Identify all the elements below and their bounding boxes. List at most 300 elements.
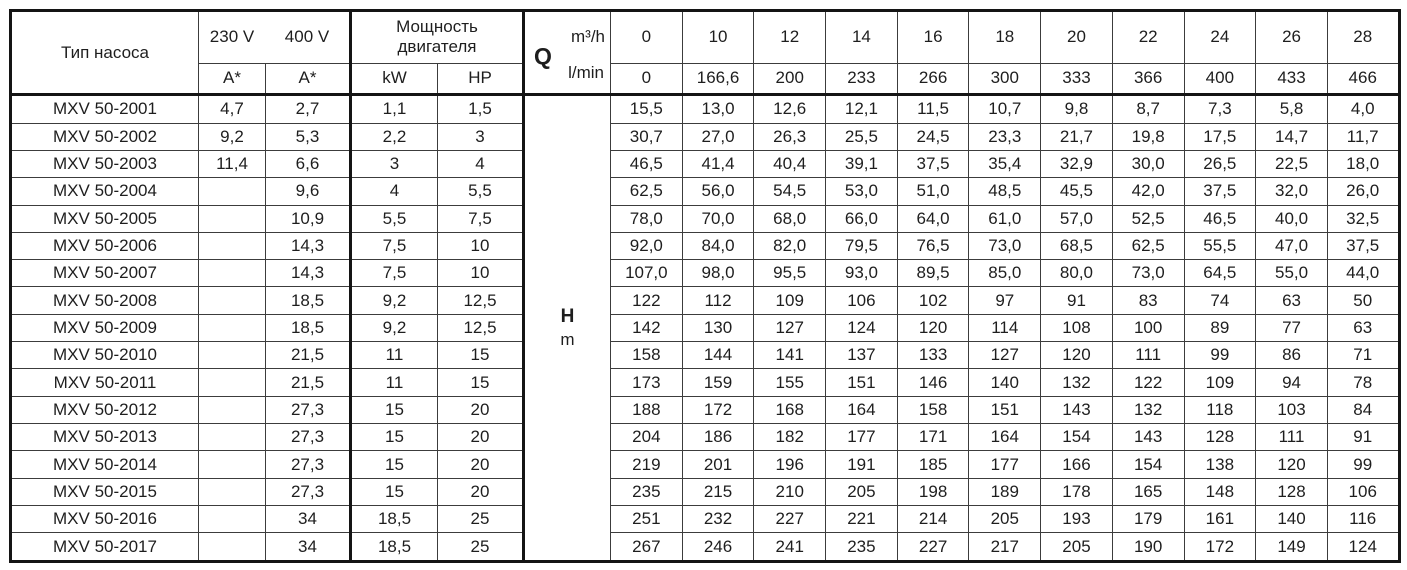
head-value-cell: 188	[611, 396, 683, 423]
head-value-cell: 9,8	[1041, 95, 1113, 124]
flow-lmin-header-cell: 433	[1256, 63, 1328, 95]
head-value-cell: 50	[1327, 287, 1399, 314]
head-value-cell: 89	[1184, 314, 1256, 341]
amp-230v-cell	[199, 478, 266, 505]
head-value-cell: 221	[826, 505, 898, 532]
head-value-cell: 32,5	[1327, 205, 1399, 232]
amp-400v-cell: 5,3	[266, 123, 351, 150]
head-value-cell: 112	[682, 287, 754, 314]
pump-row	[11, 505, 1400, 532]
head-value-cell: 37,5	[1327, 232, 1399, 259]
head-value-cell: 205	[826, 478, 898, 505]
pump-type-cell: MXV 50-2002	[11, 123, 199, 150]
pump-type-cell: MXV 50-2013	[11, 424, 199, 451]
power-kw-cell: 2,2	[351, 123, 438, 150]
power-kw-cell: 9,2	[351, 287, 438, 314]
head-value-cell: 227	[754, 505, 826, 532]
head-value-cell: 241	[754, 533, 826, 562]
pump-row	[11, 150, 1400, 177]
amp-400v-cell: 27,3	[266, 451, 351, 478]
pump-type-cell: MXV 50-2014	[11, 451, 199, 478]
head-value-cell: 102	[897, 287, 969, 314]
head-value-cell: 7,3	[1184, 95, 1256, 124]
flow-lmin-header-cell: 300	[969, 63, 1041, 95]
head-value-cell: 46,5	[1184, 205, 1256, 232]
q-unit-lmin: l/min	[568, 63, 604, 82]
head-value-cell: 44,0	[1327, 260, 1399, 287]
head-value-cell: 106	[1327, 478, 1399, 505]
head-value-cell: 179	[1112, 505, 1184, 532]
head-value-cell: 172	[1184, 533, 1256, 562]
amp-230v-cell	[199, 287, 266, 314]
pump-row	[11, 205, 1400, 232]
power-kw-cell: 15	[351, 478, 438, 505]
head-value-cell: 47,0	[1256, 232, 1328, 259]
head-value-cell: 215	[682, 478, 754, 505]
pump-row	[11, 260, 1400, 287]
head-value-cell: 103	[1256, 396, 1328, 423]
head-value-cell: 111	[1256, 424, 1328, 451]
head-value-cell: 41,4	[682, 150, 754, 177]
power-hp-cell: 20	[438, 424, 524, 451]
flow-m3h-header-cell: 12	[754, 11, 826, 64]
power-hp-cell: 10	[438, 232, 524, 259]
head-value-cell: 159	[682, 369, 754, 396]
head-value-cell: 57,0	[1041, 205, 1113, 232]
head-value-cell: 120	[897, 314, 969, 341]
pump-type-cell: MXV 50-2007	[11, 260, 199, 287]
pump-row	[11, 478, 1400, 505]
flow-m3h-header-cell: 16	[897, 11, 969, 64]
power-kw-cell: 9,2	[351, 314, 438, 341]
amp-230v-cell	[199, 232, 266, 259]
power-hp-cell: 20	[438, 396, 524, 423]
head-value-cell: 100	[1112, 314, 1184, 341]
head-value-cell: 128	[1256, 478, 1328, 505]
flow-m3h-header-cell: 18	[969, 11, 1041, 64]
amp-400v-cell: 14,3	[266, 232, 351, 259]
amp-230v-cell	[199, 260, 266, 287]
head-value-cell: 177	[826, 424, 898, 451]
pump-type-cell: MXV 50-2001	[11, 95, 199, 124]
head-value-cell: 37,5	[1184, 178, 1256, 205]
head-value-cell: 32,9	[1041, 150, 1113, 177]
head-value-cell: 26,3	[754, 123, 826, 150]
flow-m3h-header-cell: 24	[1184, 11, 1256, 64]
head-value-cell: 124	[826, 314, 898, 341]
head-value-cell: 30,7	[611, 123, 683, 150]
head-value-cell: 235	[611, 478, 683, 505]
head-value-cell: 79,5	[826, 232, 898, 259]
amp-230v-cell	[199, 178, 266, 205]
head-value-cell: 196	[754, 451, 826, 478]
power-kw-cell: 7,5	[351, 260, 438, 287]
head-value-cell: 193	[1041, 505, 1113, 532]
amp-230v-cell	[199, 396, 266, 423]
head-value-cell: 120	[1041, 342, 1113, 369]
head-value-cell: 10,7	[969, 95, 1041, 124]
head-value-cell: 227	[897, 533, 969, 562]
head-value-cell: 182	[754, 424, 826, 451]
head-value-cell: 98,0	[682, 260, 754, 287]
power-hp-cell: 12,5	[438, 314, 524, 341]
head-value-cell: 22,5	[1256, 150, 1328, 177]
head-value-cell: 140	[1256, 505, 1328, 532]
head-value-cell: 82,0	[754, 232, 826, 259]
head-unit-cell	[524, 95, 611, 562]
head-value-cell: 114	[969, 314, 1041, 341]
head-value-cell: 84,0	[682, 232, 754, 259]
head-value-cell: 111	[1112, 342, 1184, 369]
head-value-cell: 128	[1184, 424, 1256, 451]
pump-row	[11, 123, 1400, 150]
amp-230v-header: A*	[199, 63, 266, 95]
pump-table-body	[11, 95, 1400, 562]
head-value-cell: 78,0	[611, 205, 683, 232]
voltage-400-label: 400 V	[284, 27, 330, 47]
head-value-cell: 177	[969, 451, 1041, 478]
power-hp-cell: 25	[438, 505, 524, 532]
head-value-cell: 15,5	[611, 95, 683, 124]
head-value-cell: 189	[969, 478, 1041, 505]
amp-230v-cell	[199, 505, 266, 532]
pump-row	[11, 369, 1400, 396]
pump-row	[11, 533, 1400, 562]
head-value-cell: 40,0	[1256, 205, 1328, 232]
head-value-cell: 190	[1112, 533, 1184, 562]
head-value-cell: 137	[826, 342, 898, 369]
power-hp-cell: 7,5	[438, 205, 524, 232]
power-kw-cell: 15	[351, 451, 438, 478]
head-value-cell: 19,8	[1112, 123, 1184, 150]
head-value-cell: 48,5	[969, 178, 1041, 205]
amp-230v-cell	[199, 533, 266, 562]
head-value-cell: 24,5	[897, 123, 969, 150]
amp-400v-cell: 18,5	[266, 287, 351, 314]
amp-400v-cell: 9,6	[266, 178, 351, 205]
head-value-cell: 55,5	[1184, 232, 1256, 259]
head-value-cell: 99	[1184, 342, 1256, 369]
power-hp-cell: 12,5	[438, 287, 524, 314]
head-value-cell: 235	[826, 533, 898, 562]
voltage-230-label: 230 V	[209, 27, 255, 47]
power-hp-cell: 10	[438, 260, 524, 287]
head-value-cell: 161	[1184, 505, 1256, 532]
head-value-cell: 64,0	[897, 205, 969, 232]
head-value-cell: 11,5	[897, 95, 969, 124]
header-row-1	[11, 11, 1400, 64]
head-value-cell: 62,5	[1112, 232, 1184, 259]
pump-row	[11, 232, 1400, 259]
head-value-cell: 12,6	[754, 95, 826, 124]
pump-type-cell: MXV 50-2015	[11, 478, 199, 505]
head-value-cell: 185	[897, 451, 969, 478]
flow-m3h-header-cell: 20	[1041, 11, 1113, 64]
pump-row	[11, 396, 1400, 423]
head-value-cell: 18,0	[1327, 150, 1399, 177]
head-value-cell: 25,5	[826, 123, 898, 150]
pump-spec-table	[9, 9, 1401, 563]
head-value-cell: 95,5	[754, 260, 826, 287]
motor-power-line2: двигателя	[397, 37, 477, 57]
flow-lmin-header-cell: 333	[1041, 63, 1113, 95]
amp-400v-header: A*	[266, 63, 351, 95]
power-hp-cell: 1,5	[438, 95, 524, 124]
head-value-cell: 86	[1256, 342, 1328, 369]
head-value-cell: 198	[897, 478, 969, 505]
flow-lmin-header-cell: 200	[754, 63, 826, 95]
head-value-cell: 93,0	[826, 260, 898, 287]
head-value-cell: 32,0	[1256, 178, 1328, 205]
head-value-cell: 30,0	[1112, 150, 1184, 177]
flow-m3h-header-cell: 28	[1327, 11, 1399, 64]
power-kw-cell: 15	[351, 396, 438, 423]
amp-400v-cell: 21,5	[266, 369, 351, 396]
head-value-cell: 154	[1041, 424, 1113, 451]
power-kw-cell: 11	[351, 342, 438, 369]
head-value-cell: 267	[611, 533, 683, 562]
pump-type-cell: MXV 50-2010	[11, 342, 199, 369]
head-value-cell: 56,0	[682, 178, 754, 205]
head-value-cell: 99	[1327, 451, 1399, 478]
pump-row	[11, 342, 1400, 369]
head-value-cell: 61,0	[969, 205, 1041, 232]
head-value-cell: 122	[1112, 369, 1184, 396]
flow-m3h-header-cell: 22	[1112, 11, 1184, 64]
head-value-cell: 158	[897, 396, 969, 423]
head-value-cell: 92,0	[611, 232, 683, 259]
pump-type-header: Тип насоса	[11, 11, 199, 95]
pump-type-cell: MXV 50-2004	[11, 178, 199, 205]
head-value-cell: 148	[1184, 478, 1256, 505]
head-value-cell: 21,7	[1041, 123, 1113, 150]
motor-power-header	[351, 11, 524, 64]
head-value-cell: 76,5	[897, 232, 969, 259]
power-kw-cell: 15	[351, 424, 438, 451]
amp-400v-cell: 14,3	[266, 260, 351, 287]
amp-400v-cell: 27,3	[266, 396, 351, 423]
head-value-cell: 173	[611, 369, 683, 396]
table-header	[11, 11, 1400, 95]
head-value-cell: 84	[1327, 396, 1399, 423]
head-value-cell: 23,3	[969, 123, 1041, 150]
amp-230v-cell	[199, 205, 266, 232]
head-value-cell: 132	[1112, 396, 1184, 423]
head-value-cell: 232	[682, 505, 754, 532]
power-hp-cell: 5,5	[438, 178, 524, 205]
amp-400v-cell: 10,9	[266, 205, 351, 232]
power-hp-cell: 3	[438, 123, 524, 150]
head-value-cell: 154	[1112, 451, 1184, 478]
head-value-cell: 63	[1256, 287, 1328, 314]
pump-row	[11, 314, 1400, 341]
head-value-cell: 66,0	[826, 205, 898, 232]
flow-q-header	[524, 11, 611, 95]
head-value-cell: 132	[1041, 369, 1113, 396]
head-value-cell: 46,5	[611, 150, 683, 177]
power-hp-cell: 25	[438, 533, 524, 562]
head-value-cell: 11,7	[1327, 123, 1399, 150]
head-value-cell: 12,1	[826, 95, 898, 124]
head-value-cell: 151	[826, 369, 898, 396]
amp-400v-cell: 2,7	[266, 95, 351, 124]
head-value-cell: 52,5	[1112, 205, 1184, 232]
pump-row	[11, 178, 1400, 205]
pump-type-cell: MXV 50-2017	[11, 533, 199, 562]
amp-400v-cell: 18,5	[266, 314, 351, 341]
pump-row	[11, 287, 1400, 314]
amp-230v-cell	[199, 424, 266, 451]
head-value-cell: 214	[897, 505, 969, 532]
amp-400v-cell: 6,6	[266, 150, 351, 177]
head-value-cell: 133	[897, 342, 969, 369]
head-value-cell: 143	[1041, 396, 1113, 423]
head-value-cell: 37,5	[897, 150, 969, 177]
head-value-cell: 5,8	[1256, 95, 1328, 124]
head-value-cell: 106	[826, 287, 898, 314]
head-value-cell: 55,0	[1256, 260, 1328, 287]
head-value-cell: 39,1	[826, 150, 898, 177]
head-value-cell: 140	[969, 369, 1041, 396]
head-value-cell: 116	[1327, 505, 1399, 532]
head-value-cell: 64,5	[1184, 260, 1256, 287]
head-value-cell: 4,0	[1327, 95, 1399, 124]
head-value-cell: 45,5	[1041, 178, 1113, 205]
head-value-cell: 151	[969, 396, 1041, 423]
head-value-cell: 171	[897, 424, 969, 451]
power-hp-cell: 20	[438, 478, 524, 505]
head-value-cell: 85,0	[969, 260, 1041, 287]
head-value-cell: 186	[682, 424, 754, 451]
head-value-cell: 124	[1327, 533, 1399, 562]
head-value-cell: 166	[1041, 451, 1113, 478]
flow-lmin-header-cell: 0	[611, 63, 683, 95]
flow-lmin-header-cell: 466	[1327, 63, 1399, 95]
head-value-cell: 71	[1327, 342, 1399, 369]
pump-row	[11, 451, 1400, 478]
head-value-cell: 108	[1041, 314, 1113, 341]
head-value-cell: 210	[754, 478, 826, 505]
head-value-cell: 142	[611, 314, 683, 341]
pump-row	[11, 95, 1400, 124]
head-value-cell: 27,0	[682, 123, 754, 150]
amp-230v-cell: 4,7	[199, 95, 266, 124]
head-value-cell: 14,7	[1256, 123, 1328, 150]
head-value-cell: 165	[1112, 478, 1184, 505]
pump-type-cell: MXV 50-2005	[11, 205, 199, 232]
q-unit-m3h: m³/h	[571, 27, 605, 46]
head-value-cell: 178	[1041, 478, 1113, 505]
head-value-cell: 122	[611, 287, 683, 314]
head-value-cell: 144	[682, 342, 754, 369]
amp-400v-cell: 21,5	[266, 342, 351, 369]
head-value-cell: 26,0	[1327, 178, 1399, 205]
hp-header: HP	[438, 63, 524, 95]
head-value-cell: 201	[682, 451, 754, 478]
head-value-cell: 68,5	[1041, 232, 1113, 259]
head-value-cell: 109	[754, 287, 826, 314]
head-value-cell: 164	[826, 396, 898, 423]
amp-230v-cell: 9,2	[199, 123, 266, 150]
head-value-cell: 91	[1327, 424, 1399, 451]
head-value-cell: 246	[682, 533, 754, 562]
flow-lmin-header-cell: 366	[1112, 63, 1184, 95]
head-value-cell: 53,0	[826, 178, 898, 205]
pump-type-cell: MXV 50-2006	[11, 232, 199, 259]
power-hp-cell: 20	[438, 451, 524, 478]
flow-m3h-header-cell: 14	[826, 11, 898, 64]
pump-type-cell: MXV 50-2003	[11, 150, 199, 177]
power-kw-cell: 1,1	[351, 95, 438, 124]
head-value-cell: 54,5	[754, 178, 826, 205]
power-hp-cell: 4	[438, 150, 524, 177]
head-value-cell: 17,5	[1184, 123, 1256, 150]
head-value-cell: 204	[611, 424, 683, 451]
amp-230v-cell	[199, 451, 266, 478]
flow-m3h-header-cell: 26	[1256, 11, 1328, 64]
kw-header: kW	[351, 63, 438, 95]
head-value-cell: 164	[969, 424, 1041, 451]
amp-230v-cell: 11,4	[199, 150, 266, 177]
head-value-cell: 35,4	[969, 150, 1041, 177]
head-value-cell: 120	[1256, 451, 1328, 478]
head-value-cell: 77	[1256, 314, 1328, 341]
power-kw-cell: 18,5	[351, 505, 438, 532]
head-value-cell: 143	[1112, 424, 1184, 451]
voltage-header	[199, 11, 351, 64]
head-value-cell: 219	[611, 451, 683, 478]
head-value-cell: 78	[1327, 369, 1399, 396]
amp-230v-cell	[199, 314, 266, 341]
head-value-cell: 146	[897, 369, 969, 396]
amp-400v-cell: 27,3	[266, 478, 351, 505]
head-value-cell: 251	[611, 505, 683, 532]
pump-type-cell: MXV 50-2009	[11, 314, 199, 341]
head-value-cell: 172	[682, 396, 754, 423]
head-value-cell: 80,0	[1041, 260, 1113, 287]
head-value-cell: 107,0	[611, 260, 683, 287]
head-value-cell: 51,0	[897, 178, 969, 205]
head-value-cell: 8,7	[1112, 95, 1184, 124]
flow-lmin-header-cell: 166,6	[682, 63, 754, 95]
flow-lmin-header-cell: 400	[1184, 63, 1256, 95]
pump-type-cell: MXV 50-2011	[11, 369, 199, 396]
flow-m3h-header-cell: 10	[682, 11, 754, 64]
head-symbol: H	[560, 305, 575, 327]
pump-row	[11, 424, 1400, 451]
pump-type-cell: MXV 50-2012	[11, 396, 199, 423]
head-value-cell: 40,4	[754, 150, 826, 177]
flow-lmin-header-cell: 233	[826, 63, 898, 95]
head-value-cell: 191	[826, 451, 898, 478]
head-value-cell: 118	[1184, 396, 1256, 423]
head-value-cell: 138	[1184, 451, 1256, 478]
head-value-cell: 74	[1184, 287, 1256, 314]
head-value-cell: 42,0	[1112, 178, 1184, 205]
head-value-cell: 205	[1041, 533, 1113, 562]
head-value-cell: 63	[1327, 314, 1399, 341]
q-symbol: Q	[534, 43, 552, 69]
power-kw-cell: 4	[351, 178, 438, 205]
power-kw-cell: 5,5	[351, 205, 438, 232]
power-kw-cell: 7,5	[351, 232, 438, 259]
power-kw-cell: 11	[351, 369, 438, 396]
flow-lmin-header-cell: 266	[897, 63, 969, 95]
head-value-cell: 149	[1256, 533, 1328, 562]
motor-power-line1: Мощность	[396, 17, 478, 37]
head-value-cell: 68,0	[754, 205, 826, 232]
head-value-cell: 109	[1184, 369, 1256, 396]
